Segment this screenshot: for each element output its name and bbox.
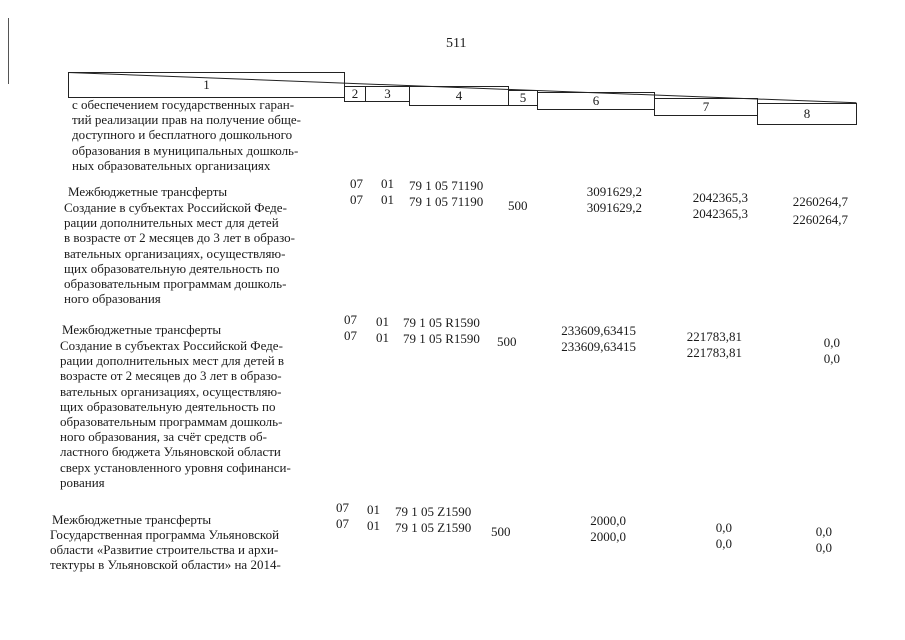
header-col-6: 6 <box>537 92 655 110</box>
cell-c2: 07 <box>350 176 363 191</box>
text-block-3: Создание в субъектах Российской Феде- рации дополнительных мест для детей в возрасте от 2 месяцев до 3 лет в образо- вательных организациях, осуществляю- щих образовательную деятельность по образовательным программам дошколь- ного образования, за счёт средств об- ластного бюджета Ульяновской области сверх установленного уровня софинанси- рования <box>60 338 291 490</box>
cell-c3: 01 <box>381 176 394 191</box>
cell-c7: 2042365,3 <box>692 206 748 221</box>
cell-c6: 3091629,2 <box>586 184 642 199</box>
text-block-4: Государственная программа Ульяновской области «Развитие строительства и архи- тектуры в Ульяновской области» на 2014- <box>50 527 281 573</box>
cell-c6: 3091629,2 <box>586 200 642 215</box>
cell-c3: 01 <box>376 330 389 345</box>
text-block-1: с обеспечением государственных гаран- тий реализации прав на получение обще- доступного и бесплатного дошкольного образования в муниципальных дошколь- ных образовательных организациях <box>72 97 301 173</box>
header-col-2: 2 <box>344 86 366 102</box>
cell-c3: 01 <box>381 192 394 207</box>
cell-c7: 0,0 <box>715 536 732 551</box>
header-col-3: 3 <box>365 86 410 102</box>
cell-c5: 500 <box>491 524 511 539</box>
cell-c8: 0,0 <box>815 540 832 555</box>
header-col-5: 5 <box>508 90 538 106</box>
cell-c7: 0,0 <box>715 520 732 535</box>
cell-c5: 500 <box>497 334 517 349</box>
cell-c8: 2260264,7 <box>792 212 848 227</box>
cell-c7: 221783,81 <box>686 329 742 344</box>
cell-c2: 07 <box>344 312 357 327</box>
cell-c4: 79 1 05 Z1590 <box>395 504 472 519</box>
cell-c6: 2000,0 <box>590 529 626 544</box>
header-col-4: 4 <box>409 86 509 106</box>
header-col-1: 1 <box>68 72 345 98</box>
cell-c7: 221783,81 <box>686 345 742 360</box>
cell-c4: 79 1 05 R1590 <box>403 315 480 330</box>
cell-c4: 79 1 05 Z1590 <box>395 520 472 535</box>
cell-c8: 2260264,7 <box>792 194 848 209</box>
cell-c2: 07 <box>350 192 363 207</box>
cell-c8: 0,0 <box>823 335 840 350</box>
cell-c3: 01 <box>376 314 389 329</box>
cell-c6: 233609,63415 <box>561 339 636 354</box>
row-label: Межбюджетные трансферты <box>68 184 228 199</box>
cell-c6: 2000,0 <box>590 513 626 528</box>
cell-c3: 01 <box>367 518 380 533</box>
cell-c3: 01 <box>367 502 380 517</box>
cell-c8: 0,0 <box>823 351 840 366</box>
cell-c2: 07 <box>344 328 357 343</box>
cell-c4: 79 1 05 71190 <box>409 178 484 193</box>
page-number: 511 <box>446 36 467 51</box>
header-col-7: 7 <box>654 98 758 116</box>
row-label: Межбюджетные трансферты <box>52 512 212 527</box>
cell-c6: 233609,63415 <box>561 323 636 338</box>
cell-c2: 07 <box>336 500 349 515</box>
header-col-8: 8 <box>757 103 857 125</box>
cell-c2: 07 <box>336 516 349 531</box>
cell-c5: 500 <box>508 198 528 213</box>
margin-line <box>8 18 9 84</box>
row-label: Межбюджетные трансферты <box>62 322 222 337</box>
cell-c4: 79 1 05 R1590 <box>403 331 480 346</box>
cell-c8: 0,0 <box>815 524 832 539</box>
text-block-2: Создание в субъектах Российской Феде- рации дополнительных мест для детей в возрасте от 2 месяцев до 3 лет в образо- вательных организациях, осуществляю- щих образовательную деятельность по образовательным программам дошколь- ного образования <box>64 200 295 307</box>
cell-c7: 2042365,3 <box>692 190 748 205</box>
cell-c4: 79 1 05 71190 <box>409 194 484 209</box>
